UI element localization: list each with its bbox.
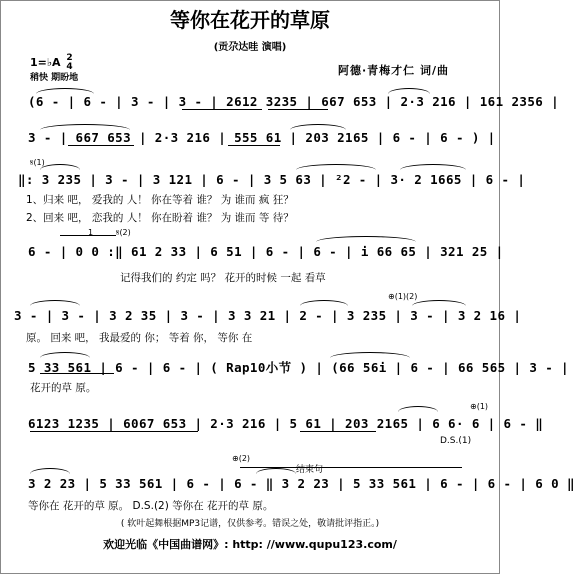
notation-line: 3 2 23 | 5 33 561 | 6 - | 6 - ‖ 3 2 23 | 5 33 561 | 6 - | 6 - | 6 0 ‖ [28, 476, 575, 491]
segno-marker-1: 𝄋(1) [30, 158, 45, 167]
notation-line: 5 33 561 | 6 - | 6 - | ( Rap10小节 ) | (66 56i | 6 - | 66 565 | 3 - | [28, 360, 569, 375]
lyric-line: 原。 回来 吧， 我最爱的 你； 等着 你， 等你 在 [26, 332, 253, 344]
tempo-marking: 稍快 期盼地 [30, 73, 79, 83]
slur [30, 300, 80, 306]
notation-line: ‖: 3 235 | 3 - | 3 121 | 6 - | 3 5 63 | ²2 - | 3· 2 1665 | 6 - | [18, 172, 526, 187]
page-title: 等你在花开的草原 [170, 8, 330, 32]
lyric-line: 等你在 花开的草 原。 D.S.(2) 等你在 花开的草 原。 [28, 500, 274, 512]
notation-line: (6 - | 6 - | 3 - | 3 - | 2612 3235 | 667 653 | 2·3 216 | 161 2356 | [28, 94, 560, 109]
notation-line: 3 - | 3 - | 3 2 35 | 3 - | 3 3 21 | 2 - | 3 235 | 3 - | 3 2 16 | [14, 308, 522, 323]
slur [40, 164, 80, 170]
coda-marker-row7: ⊕(1) [470, 402, 489, 411]
beam [30, 430, 198, 432]
slur [300, 300, 348, 306]
composer-credit: 阿德·青梅才仁 词/曲 [338, 64, 450, 77]
lyric-line: 花开的草 原。 [30, 382, 97, 394]
transcriber-note: ( 软叶起舞根据MP3记谱，仅供参考。错误之处，敬请批评指正。) [120, 519, 380, 529]
slur [296, 164, 376, 170]
slur [398, 406, 438, 412]
time-top: 2 [66, 53, 73, 63]
volta-line [60, 234, 116, 236]
beam [182, 108, 262, 110]
performer-subtitle: (贡尕达哇 演唱) [213, 42, 287, 53]
slur [400, 164, 466, 170]
lyric-line: 记得我们的 约定 吗？ 花开的时候 一起 看草 [120, 272, 326, 284]
beam [68, 144, 134, 146]
slur [256, 468, 296, 474]
dal-segno-1: D.S.(1) [440, 436, 472, 446]
notation-line: 6 - | 0 0 :‖ 61 2 33 | 6 51 | 6 - | 6 - | i 66 65 | 321 25 | [28, 244, 504, 259]
notation-line: 6123 1235 | 6067 653 | 2·3 216 | 5 61 | 203 2165 | 6 6· 6 | 6 - ‖ [28, 416, 544, 431]
footer-site: 欢迎光临《中国曲谱网》: http: //www.qupu123.com/ [103, 538, 397, 551]
beam [40, 372, 114, 374]
coda-marker-row8: ⊕(2) [232, 454, 251, 463]
slur [316, 236, 416, 242]
notation-line: 3 - | 667 653 | 2·3 216 | 555 61 | 203 2165 | 6 - | 6 - ) | [28, 130, 496, 145]
coda-marker-row5: ⊕(1)(2) [388, 292, 418, 301]
time-bottom: 4 [66, 62, 73, 72]
segno-marker-2: 𝄋(2) [116, 228, 131, 237]
volta-bracket-1: 1 [88, 228, 94, 237]
key-label: 1=♭A [30, 56, 61, 69]
beam [268, 108, 328, 110]
slur [412, 300, 466, 306]
lyric-verse-1: 1、归来 吧， 爱我的 人！ 你在等着 谁？ 为 谁而 疯 狂？ [26, 194, 294, 206]
slur [30, 468, 70, 474]
beam [228, 144, 280, 146]
lyric-verse-2: 2、回来 吧， 恋我的 人！ 你在盼着 谁？ 为 谁而 等 待？ [26, 212, 294, 224]
beam [300, 430, 376, 432]
ending-phrase-label: 结束句 [296, 465, 324, 475]
